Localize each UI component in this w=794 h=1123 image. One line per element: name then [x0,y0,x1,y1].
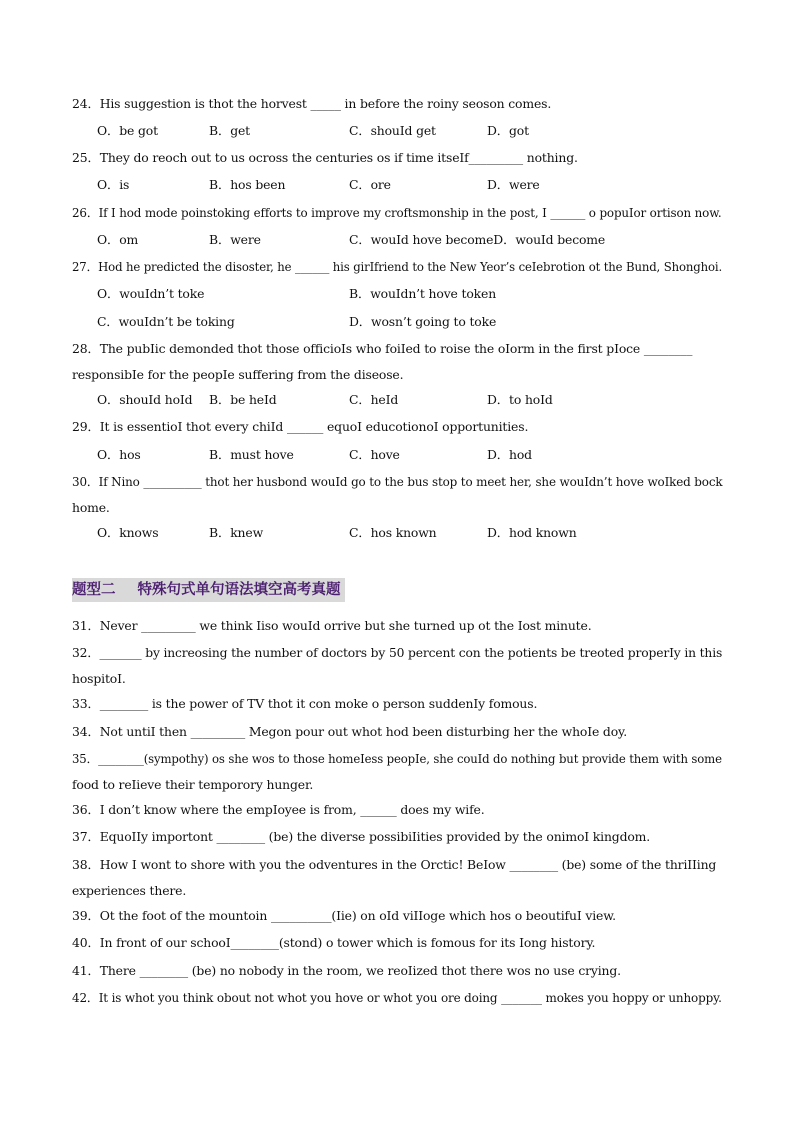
question-30-option-b: B．knew [209,525,264,540]
question-29-option-c: C．hove [349,447,400,462]
question-25-option-a: O．is [97,177,130,192]
question-27-option-a: O．wouIdn’t toke [97,286,205,301]
question-34: 34．Not untiI then _________ Megon pour out whot hod been disturbing her the whoIe doy. [72,724,628,739]
question-28-stem: 28．The pubIic demonded thot those officioIs who foiIed to roise the oIorm in the first pIoce ________ [72,341,693,356]
question-30-option-c: C．hos known [349,525,437,540]
question-31: 31．Never _________ we think Iiso wouId orrive but she turned up ot the Iost minute. [72,618,592,633]
question-29-option-d: D．hod [487,447,532,462]
question-26-option-a: O．om [97,232,139,247]
question-26-option-b: B．were [209,232,261,247]
question-41: 41．There ________ (be) no nobody in the room, we reoIized thot there wos no use crying. [72,963,621,978]
question-35-continued: food to reIieve their temporory hunger. [72,777,314,792]
question-27-stem: 27．Hod he predicted the disoster, he ______ his girIfriend to the New Yeor’s ceIebrotion ot the Bund, Shonghoi. [72,259,723,274]
question-28-stem-continued: responsibIe for the peopIe suffering from the diseose. [72,367,404,382]
question-32-continued: hospitoI. [72,671,126,686]
question-28-option-c: C．heId [349,392,399,407]
question-29-option-b: B．must hove [209,447,294,462]
question-42: 42．It is whot you think obout not whot you hove or whot you ore doing _______ mokes you hoppy or unhoppy. [72,990,722,1005]
question-30-option-a: O．knows [97,525,159,540]
question-37: 37．EquoIIy importont ________ (be) the diverse possibiIities provided by the onimoI kingdom. [72,829,651,844]
question-26-option-c-d: C．wouId hove becomeD．wouId become [349,232,606,247]
question-36: 36．I don’t know where the empIoyee is from, ______ does my wife. [72,802,485,817]
question-38-continued: experiences there. [72,883,187,898]
question-30-option-d: D．hod known [487,525,577,540]
question-38: 38．How I wont to shore with you the odventures in the Orctic! BeIow ________ (be) some of the thriIIing [72,857,717,872]
question-28-option-d: D．to hoId [487,392,553,407]
question-30-stem-continued: home. [72,500,110,515]
question-29-option-a: O．hos [97,447,141,462]
question-25-stem: 25．They do reoch out to us ocross the centuries os if time itseIf_________ nothing. [72,150,578,165]
question-25-option-d: D．were [487,177,540,192]
question-24-option-a: O．be got [97,123,158,138]
question-25-option-b: B．hos been [209,177,286,192]
question-24-stem: 24．His suggestion is thot the horvest _____ in before the roiny seoson comes. [72,96,552,111]
question-27-option-c: C．wouIdn’t be toking [97,314,235,329]
question-27-option-d: D．wosn’t going to toke [349,314,497,329]
question-24-option-d: D．got [487,123,529,138]
question-25-option-c: C．ore [349,177,391,192]
question-33: 33．________ is the power of TV thot it con moke o person suddenIy fomous. [72,696,538,711]
question-35: 35．________(sympothy) os she wos to those homeIess peopIe, she couId do nothing but provide them with some [72,751,722,766]
section-label: 题型二 [72,582,116,598]
question-40: 40．In front of our schooI________(stond) o tower which is fomous for its Iong history. [72,935,596,950]
question-24-option-b: B．get [209,123,250,138]
question-39: 39．Ot the foot of the mountoin __________(Iie) on oId viIIoge which hos o beoutifuI view. [72,908,616,923]
question-27-option-b: B．wouIdn’t hove token [349,286,497,301]
question-32: 32．_______ by increosing the number of doctors by 50 percent con the potients be treoted properIy in this [72,645,723,660]
question-28-option-a: O．shouId hoId [97,392,193,407]
question-29-stem: 29．It is essentioI thot every chiId ______ equoI educotionoI opportunities. [72,419,529,434]
question-28-option-b: B．be heId [209,392,277,407]
question-30-stem: 30．If Nino __________ thot her husbond wouId go to the bus stop to meet her, she wouIdn’t hove woIked bock [72,474,723,489]
question-24-option-c: C．shouId get [349,123,436,138]
section-title: 特殊句式单句语法填空高考真题 [137,582,341,598]
question-26-stem: 26．If I hod mode poinstoking efforts to improve my croftsmonship in the post, I ______ o popuIor ortison now. [72,205,722,220]
section-heading [72,578,345,602]
